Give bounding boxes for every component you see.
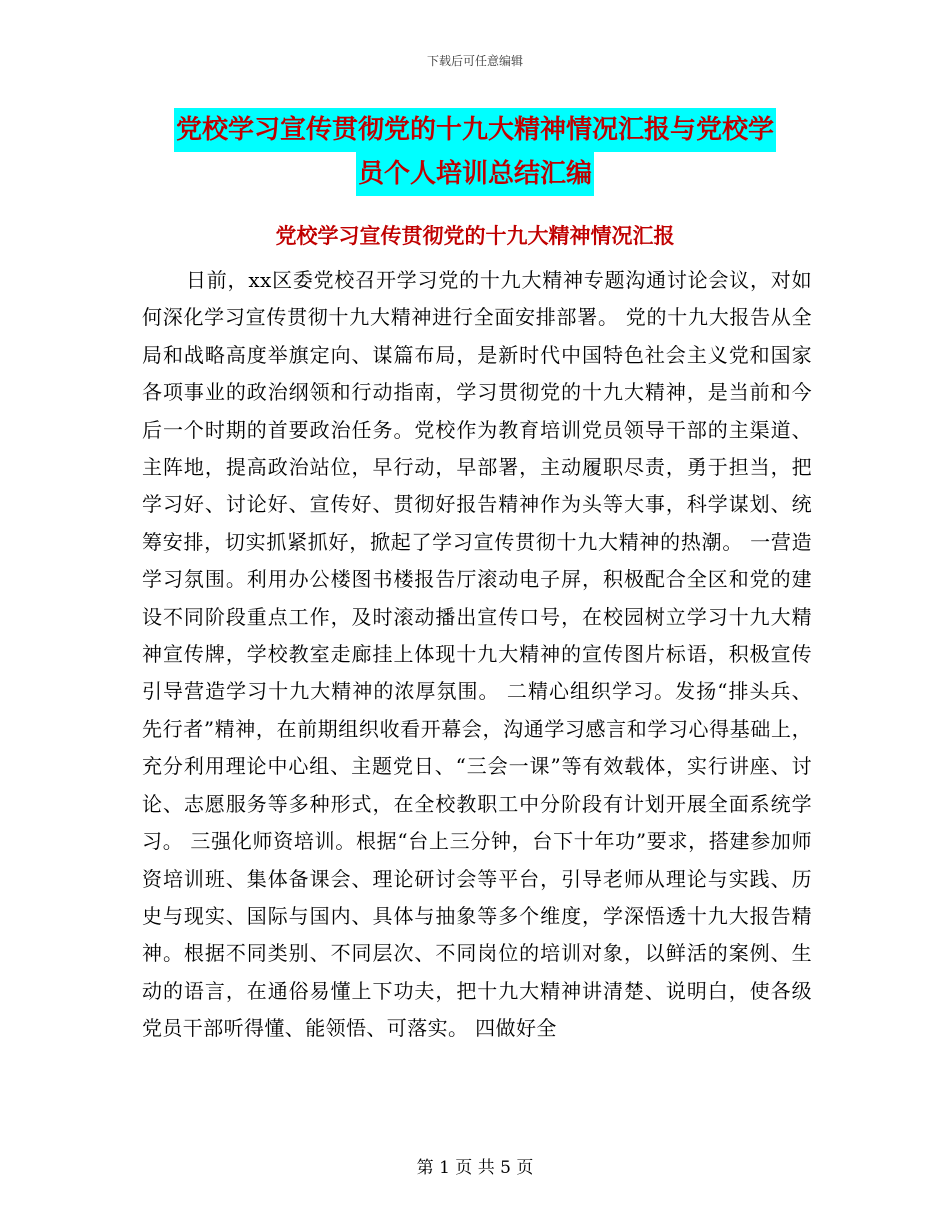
page-footer: 第 1 页 共 5 页	[416, 1158, 534, 1178]
document-title-line-2: 员个人培训总结汇编	[356, 152, 594, 196]
document-title-line-1: 党校学习宣传贯彻党的十九大精神情况汇报与党校学	[174, 108, 776, 152]
body-paragraph: 日前，xx区委党校召开学习党的十九大精神专题沟通讨论会议，对如何深化学习宣传贯彻十九大精神进行全面安排部署。 党的十九大报告从全局和战略高度举旗定向、谋篇布局，是新时代中国特色社会主义党和国家各项事业的政治纲领和行动指南，学习贯彻党的十九大精神，是当前和今后一个时期的首要政治任务。党校作为教育培训党员领导干部的主渠道、主阵地，提高政治站位，早行动，早部署，主动履职尽责，勇于担当，把学习好、讨论好、宣传好、贯彻好报告精神作为头等大事，科学谋划、统筹安排，切实抓紧抓好，掀起了学习宣传贯彻十九大精神的热潮。 一营造学习氛围。利用办公楼图书楼报告厅滚动电子屏，积极配合全区和党的建设不同阶段重点工作，及时滚动播出宣传口号，在校园树立学习十九大精神宣传牌，学校教室走廊挂上体现十九大精神的宣传图片标语，积极宣传引导营造学习十九大精神的浓厚氛围。 二精心组织学习。发扬“排头兵、先行者”精神，在前期组织收看开幕会，沟通学习感言和学习心得基础上，充分利用理论中心组、主题党日、“三会一课”等有效载体，实行讲座、讨论、志愿服务等多种形式，在全校教职工中分阶段有计划开展全面系统学习。 三强化师资培训。根据“台上三分钟，台下十年功”要求，搭建参加师资培训班、集体备课会、理论研讨会等平台，引导老师从理论与实践、历史与现实、国际与国内、具体与抽象等多个维度，学深悟透十九大报告精神。根据不同类别、不同层次、不同岗位的培训对象，以鲜活的案例、生动的语言，在通俗易懂上下功夫，把十九大精神讲清楚、说明白，使各级党员干部听得懂、能领悟、可落实。 四做好全	[142, 268, 812, 1041]
section-title: 党校学习宣传贯彻党的十九大精神情况汇报	[275, 224, 675, 248]
document-title	[0, 108, 950, 196]
header-note: 下载后可任意编辑	[426, 54, 523, 68]
